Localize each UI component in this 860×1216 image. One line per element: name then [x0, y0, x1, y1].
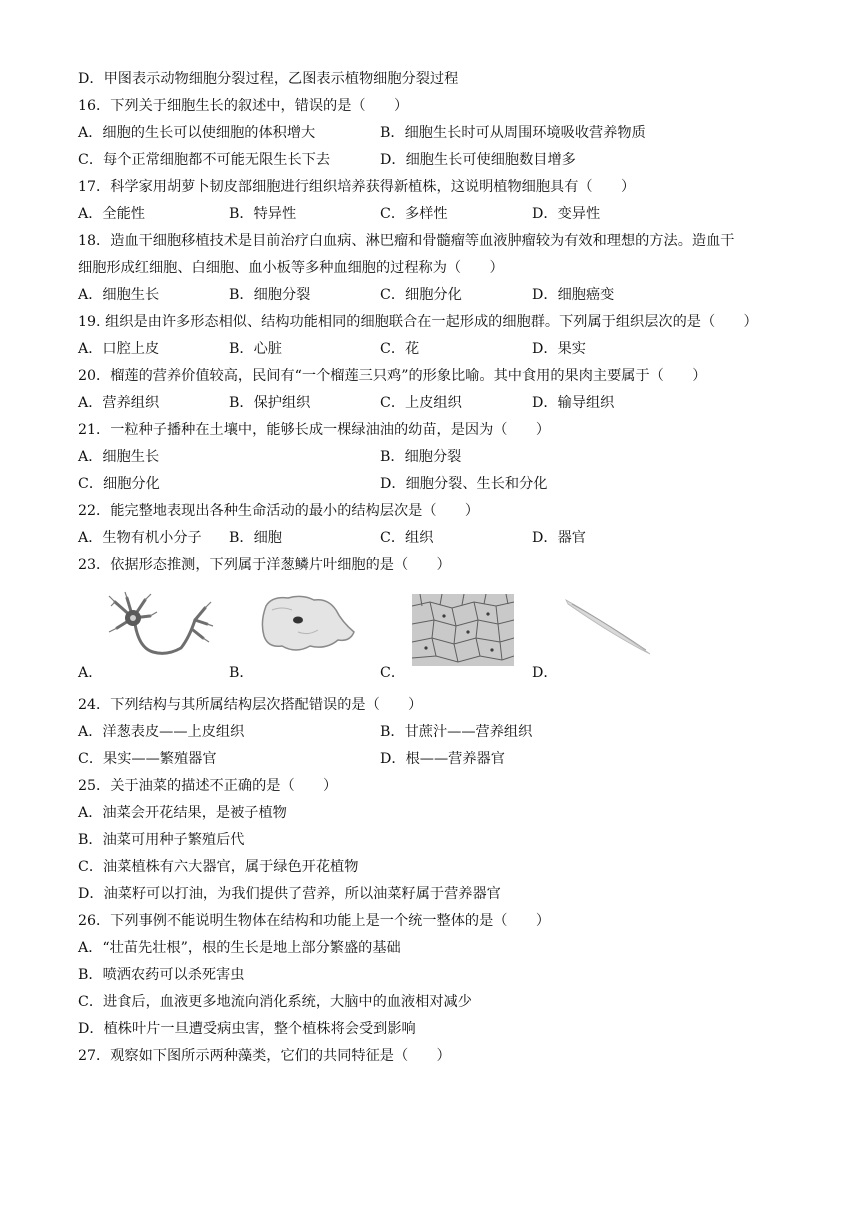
- question-16: 16．下列关于细胞生长的叙述中，错误的是（ ）: [78, 98, 409, 114]
- option-23-c: C．: [380, 665, 406, 681]
- option-16-d: D．细胞生长可使细胞数目增多: [380, 152, 576, 168]
- option-23-d: D．: [532, 665, 558, 681]
- question-18-line1: 18．造血干细胞移植技术是目前治疗白血病、淋巴瘤和骨髓瘤等血液肿瘤较为有效和理想的方法。造血干: [78, 233, 735, 249]
- option-22-b: B．细胞: [229, 530, 282, 546]
- option-21-a: A．细胞生长: [78, 449, 160, 465]
- option-26-c: C．进食后，血液更多地流向消化系统，大脑中的血液相对减少: [78, 994, 472, 1010]
- option-17-a: A．全能性: [78, 206, 145, 222]
- option-24-c: C．果实——繁殖器官: [78, 751, 217, 767]
- option-15-d: D．甲图表示动物细胞分裂过程，乙图表示植物细胞分裂过程: [78, 71, 459, 87]
- option-19-b: B．心脏: [229, 341, 282, 357]
- option-21-b: B．细胞分裂: [380, 449, 462, 465]
- option-19-a: A．口腔上皮: [78, 341, 160, 357]
- option-20-b: B．保护组织: [229, 395, 311, 411]
- option-19-d: D．果实: [532, 341, 586, 357]
- question-27: 27．观察如下图所示两种藻类，它们的共同特征是（ ）: [78, 1048, 451, 1064]
- option-18-c: C．细胞分化: [380, 287, 462, 303]
- option-25-d: D．油菜籽可以打油，为我们提供了营养，所以油菜籽属于营养器官: [78, 886, 501, 902]
- option-25-b: B．油菜可用种子繁殖后代: [78, 832, 245, 848]
- neuron-cell-image: [105, 590, 215, 660]
- option-17-c: C．多样性: [380, 206, 448, 222]
- option-16-c: C．每个正常细胞都不可能无限生长下去: [78, 152, 331, 168]
- question-20: 20．榴莲的营养价值较高，民间有“一个榴莲三只鸡”的形象比喻。其中食用的果肉主要属于（ ）: [78, 368, 707, 384]
- option-18-d: D．细胞癌变: [532, 287, 615, 303]
- option-20-d: D．输导组织: [532, 395, 615, 411]
- option-20-a: A．营养组织: [78, 395, 160, 411]
- option-24-a: A．洋葱表皮——上皮组织: [78, 724, 245, 740]
- option-25-c: C．油菜植株有六大器官，属于绿色开花植物: [78, 859, 359, 875]
- option-24-d: D．根——营养器官: [380, 751, 505, 767]
- option-21-c: C．细胞分化: [78, 476, 160, 492]
- option-22-d: D．器官: [532, 530, 586, 546]
- question-18-line2: 细胞形成红细胞、白细胞、血小板等多种血细胞的过程称为（ ）: [78, 260, 504, 276]
- option-21-d: D．细胞分裂、生长和分化: [380, 476, 548, 492]
- option-19-c: C．花: [380, 341, 420, 357]
- question-23: 23．依据形态推测，下列属于洋葱鳞片叶细胞的是（ ）: [78, 557, 451, 573]
- option-16-b: B．细胞生长时可从周围环境吸收营养物质: [380, 125, 646, 141]
- option-18-a: A．细胞生长: [78, 287, 160, 303]
- option-24-b: B．甘蔗汁——营养组织: [380, 724, 533, 740]
- question-26: 26．下列事例不能说明生物体在结构和功能上是一个统一整体的是（ ）: [78, 913, 551, 929]
- option-23-a: A．: [78, 665, 103, 681]
- option-20-c: C．上皮组织: [380, 395, 462, 411]
- option-17-b: B．特异性: [229, 206, 297, 222]
- option-23-b: B．: [229, 665, 254, 681]
- option-26-a: A．“壮苗先壮根”，根的生长是地上部分繁盛的基础: [78, 940, 401, 956]
- option-22-a: A．生物有机小分子: [78, 530, 202, 546]
- option-17-d: D．变异性: [532, 206, 601, 222]
- onion-epidermis-image: [412, 594, 514, 666]
- epithelial-cell-image: [258, 592, 358, 656]
- option-16-a: A．细胞的生长可以使细胞的体积增大: [78, 125, 316, 141]
- question-22: 22．能完整地表现出各种生命活动的最小的结构层次是（ ）: [78, 503, 480, 519]
- question-19: 19. 组织是由许多形态相似、结构功能相同的细胞联合在一起形成的细胞群。下列属于组织层次的是（ ）: [78, 314, 758, 330]
- option-18-b: B．细胞分裂: [229, 287, 311, 303]
- option-26-b: B．喷洒农药可以杀死害虫: [78, 967, 245, 983]
- question-21: 21．一粒种子播种在土壤中，能够长成一棵绿油油的幼苗，是因为（ ）: [78, 422, 551, 438]
- elongated-cell-image: [562, 596, 656, 662]
- option-22-c: C．组织: [380, 530, 434, 546]
- option-25-a: A．油菜会开花结果，是被子植物: [78, 805, 287, 821]
- question-17: 17．科学家用胡萝卜韧皮部细胞进行组织培养获得新植株，这说明植物细胞具有（ ）: [78, 179, 636, 195]
- question-25: 25．关于油菜的描述不正确的是（ ）: [78, 778, 338, 794]
- question-24: 24．下列结构与其所属结构层次搭配错误的是（ ）: [78, 697, 423, 713]
- option-26-d: D．植株叶片一旦遭受病虫害，整个植株将会受到影响: [78, 1021, 416, 1037]
